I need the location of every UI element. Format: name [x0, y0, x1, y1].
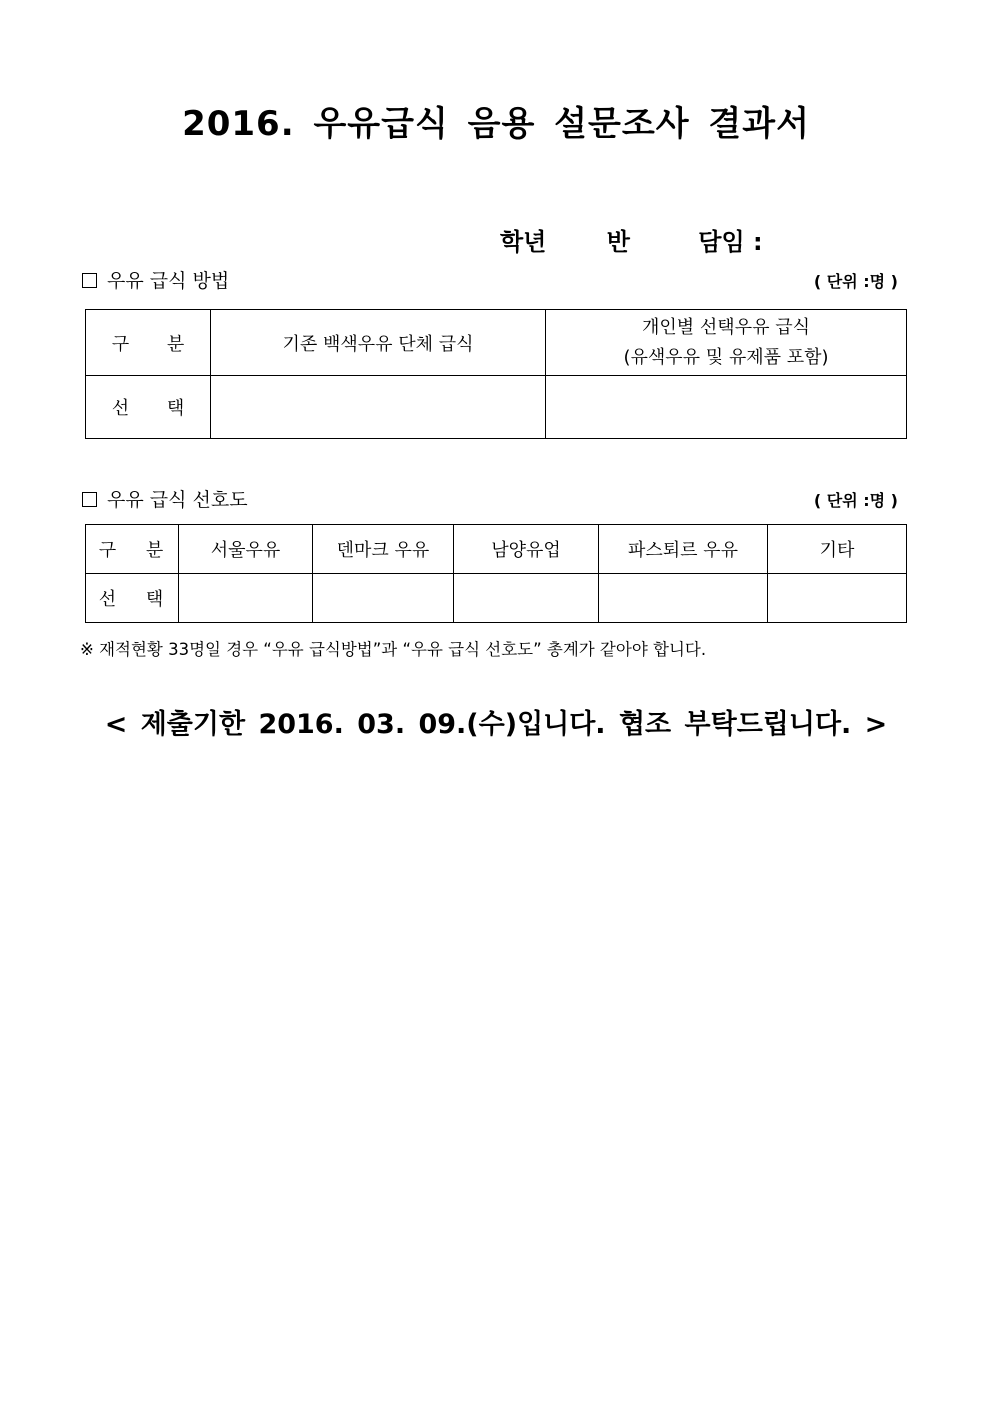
section-preference-heading — [80, 485, 898, 513]
brand-count-cell[interactable] — [599, 574, 768, 623]
table-header-row — [86, 310, 907, 376]
unit-label: ( 단위 :명 ) — [813, 491, 898, 510]
header-brand-cell: 파스퇴르 우유 — [599, 525, 768, 574]
row-label-cell: 선 택 — [86, 574, 179, 623]
header-brand-cell: 남양유업 — [454, 525, 599, 574]
group-count-cell[interactable] — [211, 376, 546, 439]
brand-count-cell[interactable] — [454, 574, 599, 623]
unit-label: ( 단위 :명 ) — [813, 272, 898, 291]
brand-count-cell[interactable] — [179, 574, 313, 623]
individual-count-cell[interactable] — [546, 376, 907, 439]
header-label-cell: 구 분 — [86, 310, 211, 376]
checkbox-square-icon — [82, 492, 97, 507]
grade-label: 학년 — [500, 228, 547, 256]
header-brand-cell: 서울우유 — [179, 525, 313, 574]
header-label-cell: 구 분 — [86, 525, 179, 574]
header-brand-cell: 기타 — [768, 525, 907, 574]
section-milk-method-heading — [80, 266, 898, 294]
table-row — [86, 376, 907, 439]
section-milk-method-title: 우유 급식 방법 — [107, 270, 230, 292]
row-label-cell: 선 택 — [86, 376, 211, 439]
brand-count-cell[interactable] — [313, 574, 454, 623]
milk-preference-table — [85, 524, 907, 623]
table-row — [86, 574, 907, 623]
milk-method-table — [85, 309, 907, 439]
document-title: 2016. 우유급식 음용 설문조사 결과서 — [182, 104, 810, 144]
header-individual-cell — [546, 310, 907, 376]
section-preference-title: 우유 급식 선호도 — [107, 489, 248, 511]
teacher-label: 담임 : — [698, 228, 763, 256]
header-brand-cell: 덴마크 우유 — [313, 525, 454, 574]
header-group-cell: 기존 백색우유 단체 급식 — [211, 310, 546, 376]
class-info-line — [500, 222, 763, 257]
table-header-row — [86, 525, 907, 574]
header-individual-line1: 개인별 선택우유 급식 — [642, 316, 810, 338]
checkbox-square-icon — [82, 273, 97, 288]
note-text: ※ 재적현황 33명일 경우 “우유 급식방법”과 “우유 급식 선호도” 총계가 같아야 합니다. — [80, 640, 707, 659]
class-label: 반 — [606, 228, 630, 256]
header-individual-line2: (유색우유 및 유제품 포함) — [623, 346, 829, 368]
brand-count-cell[interactable] — [768, 574, 907, 623]
deadline-text: < 제출기한 2016. 03. 09.(수)입니다. 협조 부탁드립니다. > — [104, 709, 888, 740]
